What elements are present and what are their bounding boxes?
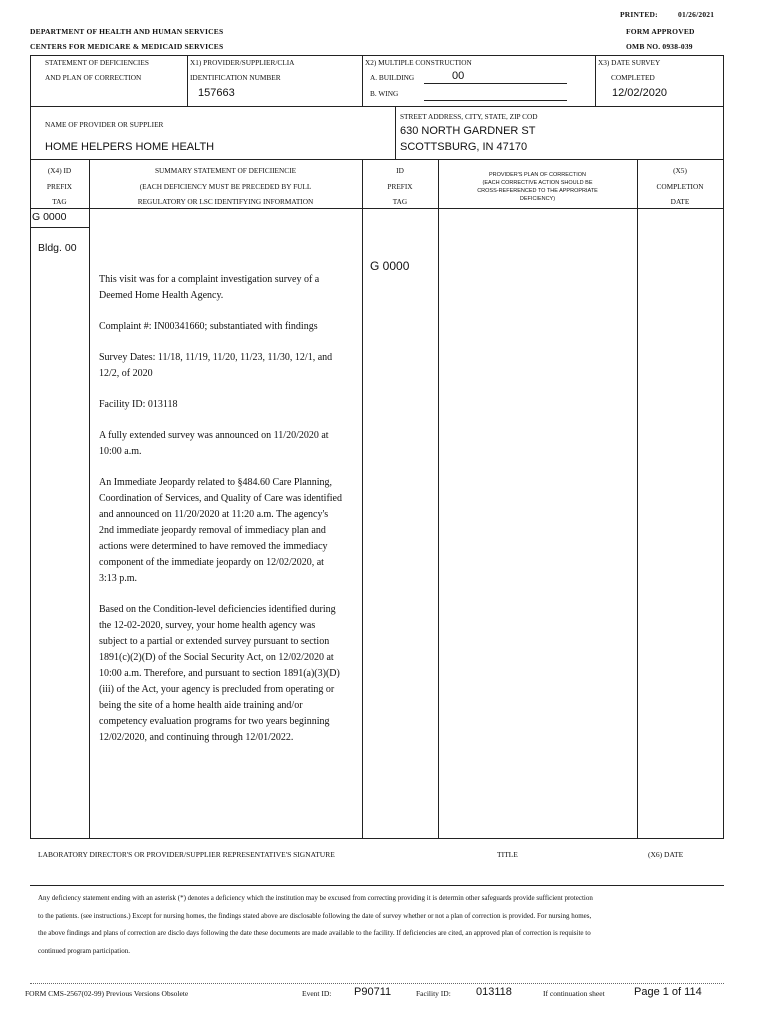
plan-header-1: PROVIDER'S PLAN OF CORRECTION: [488, 172, 586, 178]
address-label: STREET ADDRESS, CITY, STATE, ZIP COD: [400, 112, 538, 121]
provider-id-label2: IDENTIFICATION NUMBER: [190, 73, 281, 82]
summary-header-3: REGULATORY OR LSC IDENTIFYING INFORMATION: [137, 197, 314, 206]
footer-page-number: Page 1 of 114: [634, 986, 702, 998]
disclaimer-text: Any deficiency statement ending with an asterisk (*) denotes a deficiency which the institution may be excused from correcting providing it is determin other safeguards provide sufficient protection to the patients. (see instructions.) Except for nursing homes, the findings stated above are disclosable following the date of survey whether or not a plan of correction is provided. For nursing homes, the above findings and plans of correction are disclo days following the date these documents are made available to the facility. If deficiencies are cited, an approved plan of correction is requisite to continued program participation.: [38, 894, 593, 955]
footer-facility-value: 013118: [476, 986, 512, 998]
address-street: 630 NORTH GARDNER ST: [400, 125, 536, 137]
x4-header-1: (X4) ID: [47, 166, 72, 175]
footer-event-value: P90711: [354, 986, 392, 998]
survey-date-value: 12/02/2020: [612, 87, 668, 99]
footer-continuation: If continuation sheet: [543, 989, 605, 998]
id-header-2: PREFIX: [387, 182, 413, 191]
form-approved: FORM APPROVED: [626, 27, 695, 36]
plan-header-3: CROSS-REFERENCED TO THE APPROPRIATE: [477, 188, 598, 194]
survey-completed-label: COMPLETED: [611, 73, 655, 82]
x5-header-2: COMPLETION: [656, 182, 704, 191]
x4-header-2: PREFIX: [46, 182, 73, 191]
provider-name-label: NAME OF PROVIDER OR SUPPLIER: [45, 120, 164, 129]
provider-id-value: 157663: [198, 87, 235, 99]
address-city: SCOTTSBURG, IN 47170: [400, 141, 528, 153]
construction-label: X2) MULTIPLE CONSTRUCTION: [365, 58, 472, 67]
statement-line1: STATEMENT OF DEFICIENCIES: [45, 58, 149, 67]
entry-tag: G 0000: [32, 211, 67, 223]
summary-paragraph: Survey Dates: 11/18, 11/19, 11/20, 11/23, 11/30, 12/1, and 12/2, of 2020: [99, 352, 333, 379]
survey-date-label: X3) DATE SURVEY: [598, 58, 661, 67]
signature-label: LABORATORY DIRECTOR'S OR PROVIDER/SUPPLIER REPRESENTATIVE'S SIGNATURE: [38, 850, 335, 859]
omb-number: OMB NO. 0938-039: [626, 42, 693, 51]
provider-id-label: X1) PROVIDER/SUPPLIER/CLIA: [190, 58, 295, 67]
printed-label: PRINTED:: [620, 10, 658, 19]
summary-paragraph: Complaint #: IN00341660; substantiated with findings: [99, 321, 318, 332]
building-label: A. BUILDING: [370, 73, 415, 82]
summary-text: [99, 272, 344, 761]
signature-date-label: (X6) DATE: [648, 850, 684, 859]
footer-event-label: Event ID:: [302, 989, 332, 998]
x5-header-3: DATE: [670, 197, 690, 206]
building-value: 00: [452, 70, 465, 82]
entry-tag-right: G 0000: [370, 259, 410, 273]
plan-header-2: (EACH CORRECTIVE ACTION SHOULD BE: [482, 180, 593, 186]
id-header-3: TAG: [392, 197, 408, 206]
plan-header-4: DEFICIENCY): [519, 196, 556, 202]
summary-paragraph: Based on the Condition-level deficiencies identified during the 12-02-2020, survey, your home health agency was subject to a partial or extended survey pursuant to section 1891(c)(2)(D) of the Social Security Act, on 12/02/2020 at 10:00 a.m. Therefore, and pursuant to section 1891(a)(3)(D)(iii) of the Act, your agency is precluded from operating or being the site of a home health aide training and/or competency evaluation programs for two years beginning 12/02/2020, and continuing through 12/01/2022.: [99, 604, 340, 743]
printed-date: 01/26/2021: [678, 10, 715, 19]
centers-heading: CENTERS FOR MEDICARE & MEDICAID SERVICES: [30, 42, 224, 51]
summary-paragraph: Facility ID: 013118: [99, 399, 178, 410]
summary-paragraph: An Immediate Jeopardy related to §484.60 Care Planning, Coordination of Services, and Quality of Care was identified and announced on 11/20/2020 at 11:20 a.m. The agency's 2nd immediate jeopardy removal of immediacy plan and actions were determined to have removed the immediacy component of the immediate jeopardy on 12/02/2020, at 3:13 p.m.: [99, 477, 342, 584]
statement-line2: AND PLAN OF CORRECTION: [45, 73, 142, 82]
id-header-1: ID: [396, 166, 404, 175]
summary-header-2: (EACH DEFICIENCY MUST BE PRECEDED BY FULL: [139, 182, 312, 191]
x5-header-1: (X5): [673, 166, 687, 175]
wing-label: B. WING: [370, 89, 399, 98]
footer-form: FORM CMS-2567(02-99) Previous Versions Obsolete: [25, 989, 189, 998]
entry-bldg: Bldg. 00: [38, 242, 77, 254]
provider-name: HOME HELPERS HOME HEALTH: [45, 141, 215, 153]
summary-header-1: SUMMARY STATEMENT OF DEFICIIENCIE: [154, 166, 297, 175]
summary-paragraph: A fully extended survey was announced on 11/20/2020 at 10:00 a.m.: [99, 430, 329, 457]
x4-header-3: TAG: [52, 197, 67, 206]
summary-paragraph: This visit was for a complaint investigation survey of a Deemed Home Health Agency.: [99, 274, 320, 301]
department-heading: DEPARTMENT OF HEALTH AND HUMAN SERVICES: [30, 27, 224, 36]
footer-facility-label: Facility ID:: [416, 989, 451, 998]
signature-title-label: TITLE: [497, 850, 518, 859]
